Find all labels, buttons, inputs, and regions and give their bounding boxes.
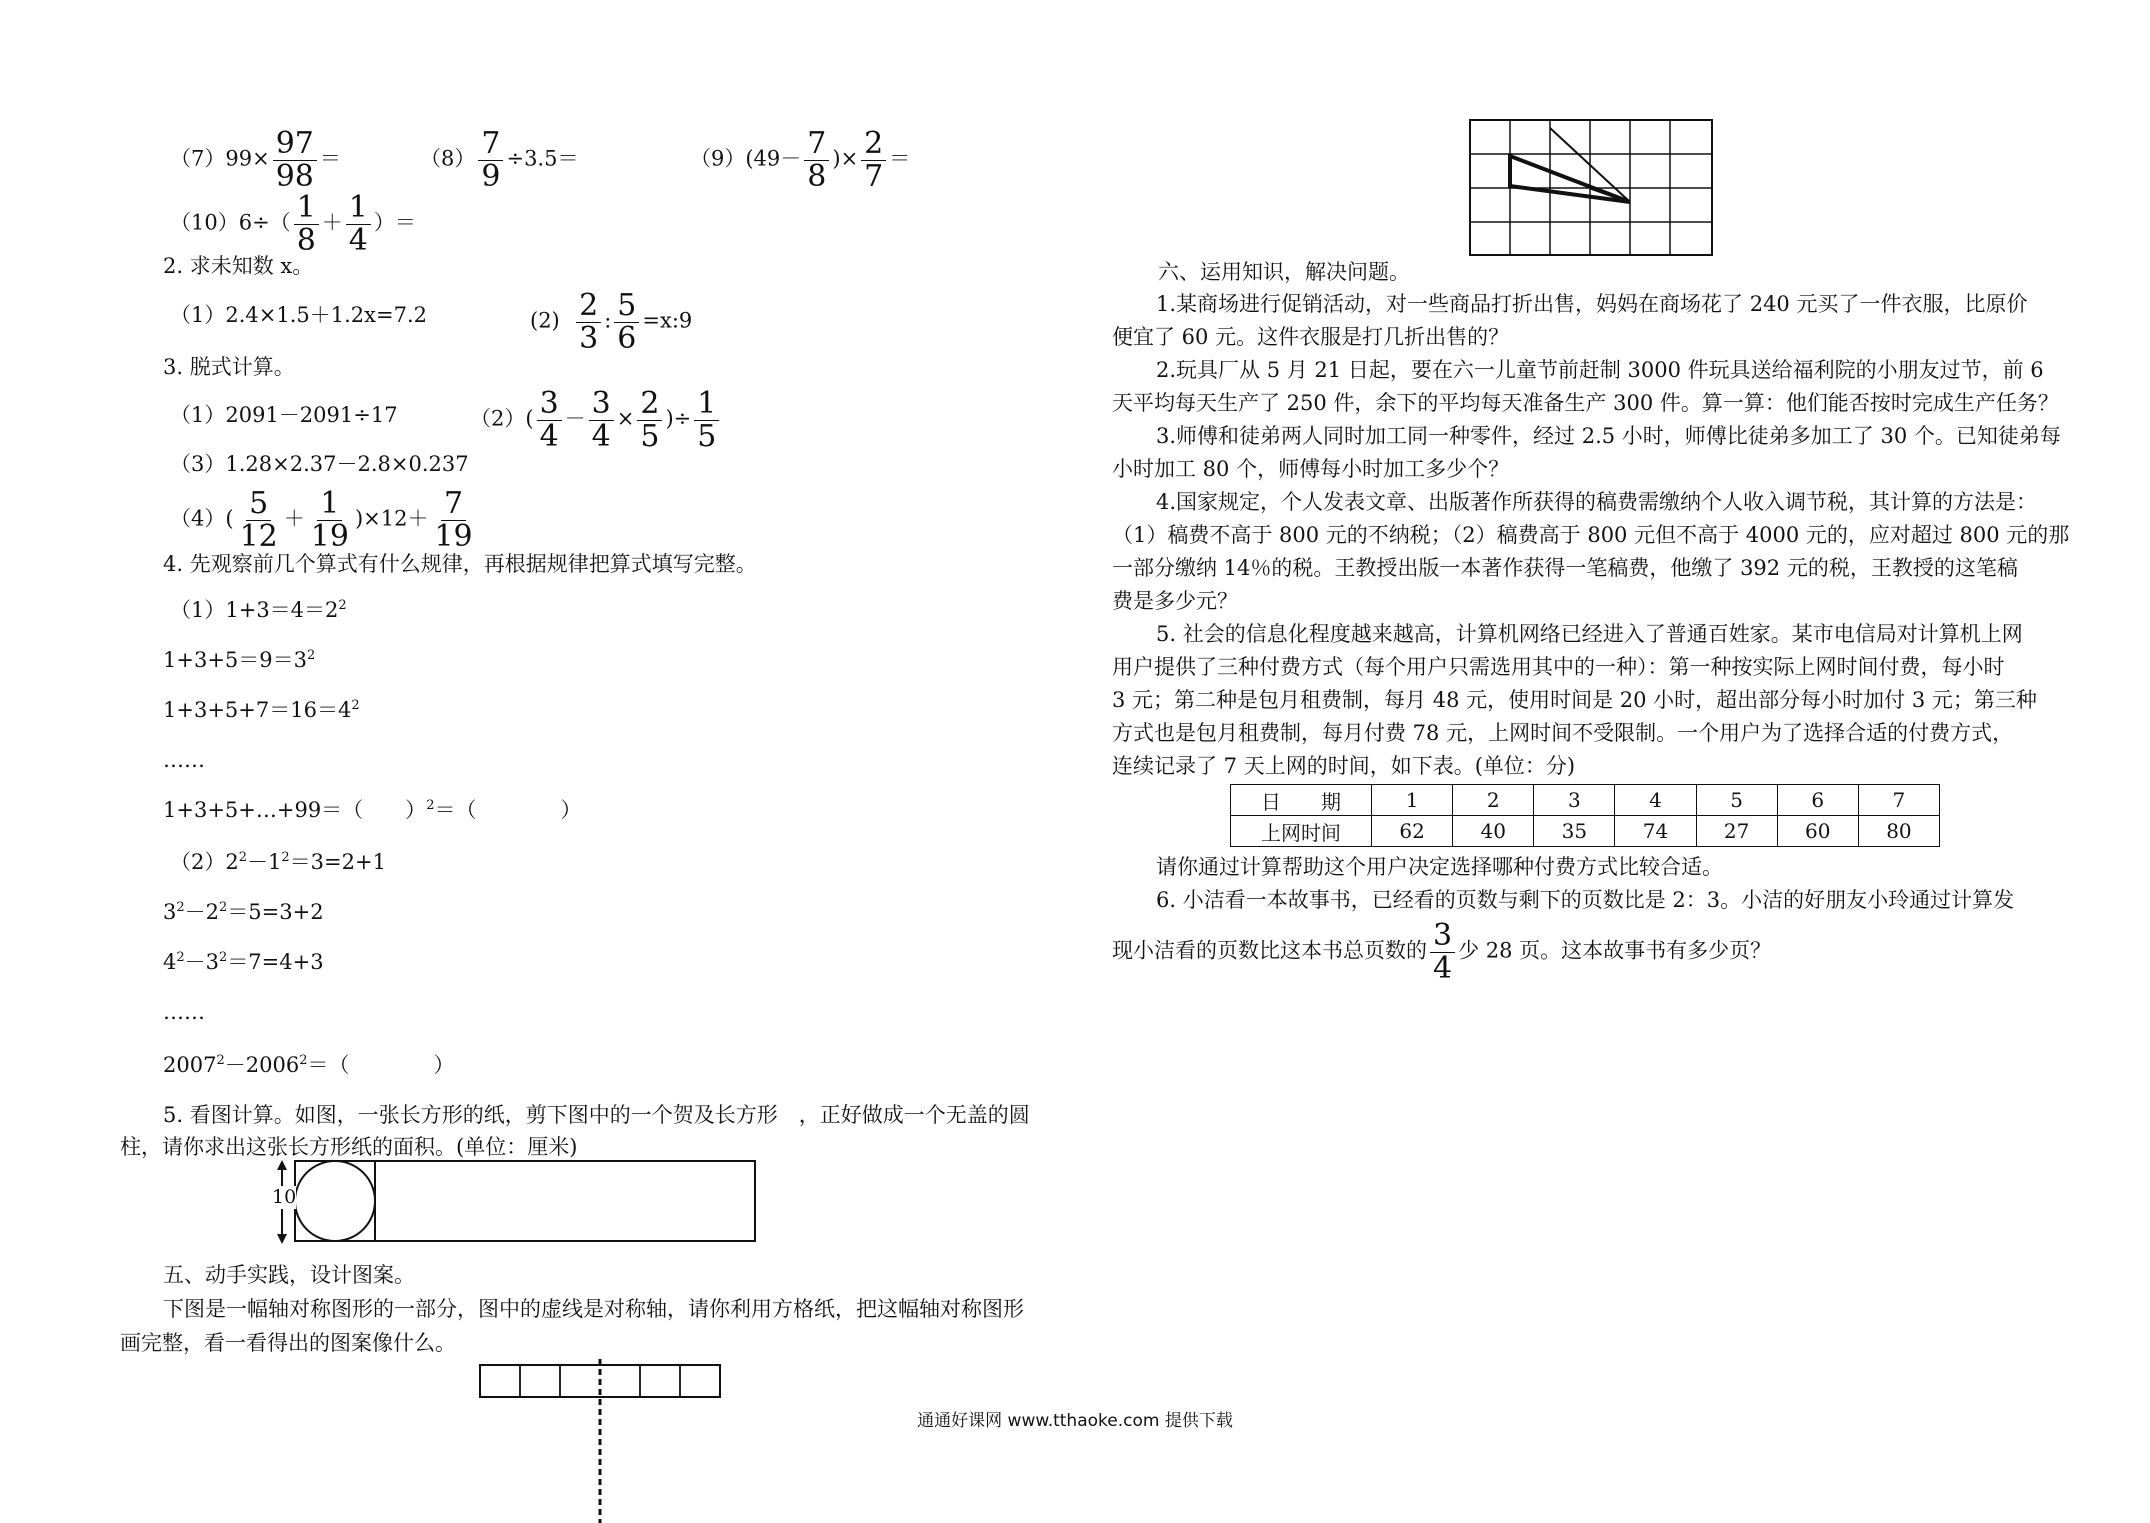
fraction: $\frac{5}{6}$ (614, 290, 639, 354)
section-5-line1: 下图是一幅轴对称图形的一部分，图中的虚线是对称轴，请你利用方格纸，把这幅轴对称图形 (163, 1297, 1024, 1321)
table-cell: 2 (1453, 785, 1534, 816)
pattern-2c: $4^2-3^2=7=4+3$ (163, 950, 324, 974)
symmetry-grid (478, 1363, 728, 1523)
pattern-2d: $2007^2-2006^2=$（ ） (163, 1053, 455, 1077)
pattern-2b: $3^2-2^2=5=3+2$ (163, 900, 324, 924)
footer-credit: 通通好课网 www.tthaoke.com 提供下载 (917, 1411, 1233, 1431)
problem-3-2: （2）( $\frac{3}{4}$ － $\frac{3}{4}$ × $\frac{2}{5}$ )÷ $\frac{1}{5}$ (470, 388, 722, 452)
pattern-1a: $(1)1+3=4=2^2$ (170, 598, 347, 622)
fraction: $\frac{1}{19}$ (310, 486, 349, 554)
problem-3-3: （3）1.28×2.37－2.8×0.237 (170, 452, 469, 476)
problem-6-6-line2: 现小洁看的页数比这本书总页数的 $\frac{3}{4}$ 少 28 页。这本故事书有多少页？ (1112, 918, 1772, 986)
table-cell: 40 (1453, 816, 1534, 847)
pattern-1c: $1+3+5+7=16=4^2$ (163, 698, 360, 722)
table-cell: 6 (1777, 785, 1858, 816)
table-cell: 1 (1372, 785, 1453, 816)
problem-3-4: （4）( $\frac{5}{12}$ ＋ $\frac{1}{19}$ )×12＋ $\frac{7}{19}$ (170, 488, 479, 552)
fraction: $\frac{7}{8}$ (804, 128, 829, 192)
fraction: $\frac{7}{9}$ (478, 128, 503, 192)
fraction: $\frac{2}{7}$ (861, 128, 886, 192)
pattern-1d: 1+3+5+…+99＝（ ）$^2$＝（ ） (163, 798, 582, 822)
problem-1-10: （10）6÷（ $\frac{1}{8}$ ＋ $\frac{1}{4}$ ）＝ (170, 190, 416, 258)
table-cell: 7 (1858, 785, 1939, 816)
base-circle (295, 1161, 375, 1241)
section-5-title: 五、动手实践，设计图案。 (163, 1263, 415, 1287)
problem-2-1: （1）2.4×1.5＋1.2x=7.2 (170, 303, 427, 327)
ellipsis: …… (163, 1000, 205, 1024)
problem-6-5-question: 请你通过计算帮助这个用户决定选择哪种付费方式比较合适。 (1156, 855, 1723, 879)
problem-1-9: （9）(49－ $\frac{7}{8}$ )× $\frac{2}{7}$ ＝ (690, 126, 911, 194)
fraction: $\frac{2}{3}$ (576, 290, 601, 354)
table-cell: 74 (1615, 816, 1696, 847)
lateral-rectangle (375, 1161, 755, 1241)
problem-1-8: （8） $\frac{7}{9}$ ÷3.5＝ (420, 126, 579, 194)
pattern-2a: $(2)2^2-1^2=3=2+1$ (170, 850, 386, 874)
problem-6-2: 2.玩具厂从 5 月 21 日起，要在六一儿童节前赶制 3000 件玩具送给福利院的小朋友过节，前 6 天平均每天生产了 250 件，余下的平均每天准备生产 300 件。算一算：他们能否按时完成生产任务？ (1112, 358, 2059, 415)
table-cell: 4 (1615, 785, 1696, 816)
question-4-title: 4. 先观察前几个算式有什么规律，再根据规律把算式填写完整。 (163, 552, 757, 576)
problem-6-1: 1.某商场进行促销活动，对一些商品打折出售，妈妈在商场花了 240 元买了一件衣服，比原价 便宜了 60 元。这件衣服是打几折出售的？ (1112, 292, 2028, 349)
problem-1-7: （7）99× $\frac{97}{98}$ ＝ (170, 126, 341, 194)
table-header: 上网时间 (1231, 816, 1372, 847)
fraction: $\frac{5}{12}$ (239, 486, 278, 554)
fraction: $\frac{2}{5}$ (637, 388, 662, 452)
fraction: $\frac{1}{8}$ (294, 192, 319, 256)
problem-6-3: 3.师傅和徒弟两人同时加工同一种零件，经过 2.5 小时，师傅比徒弟多加工了 30 个。已知徒弟每 小时加工 80 个，师傅每小时加工多少个？ (1112, 424, 2061, 481)
question-3-title: 3. 脱式计算。 (163, 355, 295, 379)
problem-3-1: （1）2091－2091÷17 (170, 403, 398, 427)
problem-6-5: 5. 社会的信息化程度越来越高，计算机网络已经进入了普通百姓家。某市电信局对计算机上网 用户提供了三种付费方式（每个用户只需选用其中的一种）：第一种按实际上网时间付费，每小时 3 元；第二种是包月租费制，每月 48 元，使用时间是 20 小时，超出部分每小时加付 3 元；第三种 方式也是包月租费制，每月付费 78 元，上网时间不受限制。一个用户为了选择合适的付费方式， 连续记录了 7 天上网的时间，如下表。(单位：分) (1112, 622, 2037, 778)
question-2-title: 2. 求未知数 x。 (163, 254, 314, 278)
fraction: $\frac{97}{98}$ (273, 128, 317, 192)
table-header: 日 期 (1231, 785, 1372, 816)
fraction: $\frac{1}{5}$ (694, 388, 719, 452)
problem-2-2: (2) $\frac{2}{3}$ : $\frac{5}{6}$ =x:9 (530, 288, 693, 356)
fraction: $\frac{7}{19}$ (434, 486, 473, 554)
ellipsis: …… (163, 748, 205, 772)
fraction: $\frac{3}{4}$ (1430, 920, 1455, 984)
question-5-line1: 5. 看图计算。如图，一张长方形的纸，剪下图中的一个贺及长方形 ，正好做成一个无盖的圆 (163, 1103, 1030, 1127)
table-row (1231, 816, 1940, 847)
internet-time-table (1230, 784, 1940, 847)
table-row (1231, 785, 1940, 816)
fraction: $\frac{3}{4}$ (537, 388, 562, 452)
table-cell: 3 (1534, 785, 1615, 816)
table-cell: 60 (1777, 816, 1858, 847)
table-cell: 62 (1372, 816, 1453, 847)
section-6-title: 六、运用知识，解决问题。 (1158, 260, 1410, 284)
cylinder-net-figure (265, 1158, 765, 1248)
table-cell: 35 (1534, 816, 1615, 847)
pattern-1b: $1+3+5=9=3^2$ (163, 648, 316, 672)
table-cell: 5 (1696, 785, 1777, 816)
problem-6-4: 4.国家规定，个人发表文章、出版著作所获得的稿费需缴纳个人收入调节税，其计算的方法是： （1）稿费不高于 800 元的不纳税；（2）稿费高于 800 元但不高于 4000 元的，应对超过 800 元的那 一部分缴纳 14％的税。王教授出版一本著作获得一笔稿费，他缴了 392 元的税，王教授的这笔稿 费是多少元？ (1112, 490, 2070, 613)
fraction: $\frac{3}{4}$ (589, 388, 614, 452)
question-5-line2: 柱，请你求出这张长方形纸的面积。(单位：厘米) (120, 1135, 578, 1159)
problem-6-6: 6. 小洁看一本故事书，已经看的页数与剩下的页数比是 2：3。小洁的好朋友小玲通过计算发 (1156, 888, 2015, 912)
fraction: $\frac{1}{4}$ (346, 192, 371, 256)
grid-figure (1468, 118, 1718, 258)
section-5-line2: 画完整，看一看得出的图案像什么。 (120, 1331, 456, 1355)
arrow-up-icon (277, 1160, 287, 1170)
table-cell: 80 (1858, 816, 1939, 847)
table-cell: 27 (1696, 816, 1777, 847)
dimension-label: 10 (272, 1186, 297, 1208)
arrow-down-icon (277, 1234, 287, 1244)
